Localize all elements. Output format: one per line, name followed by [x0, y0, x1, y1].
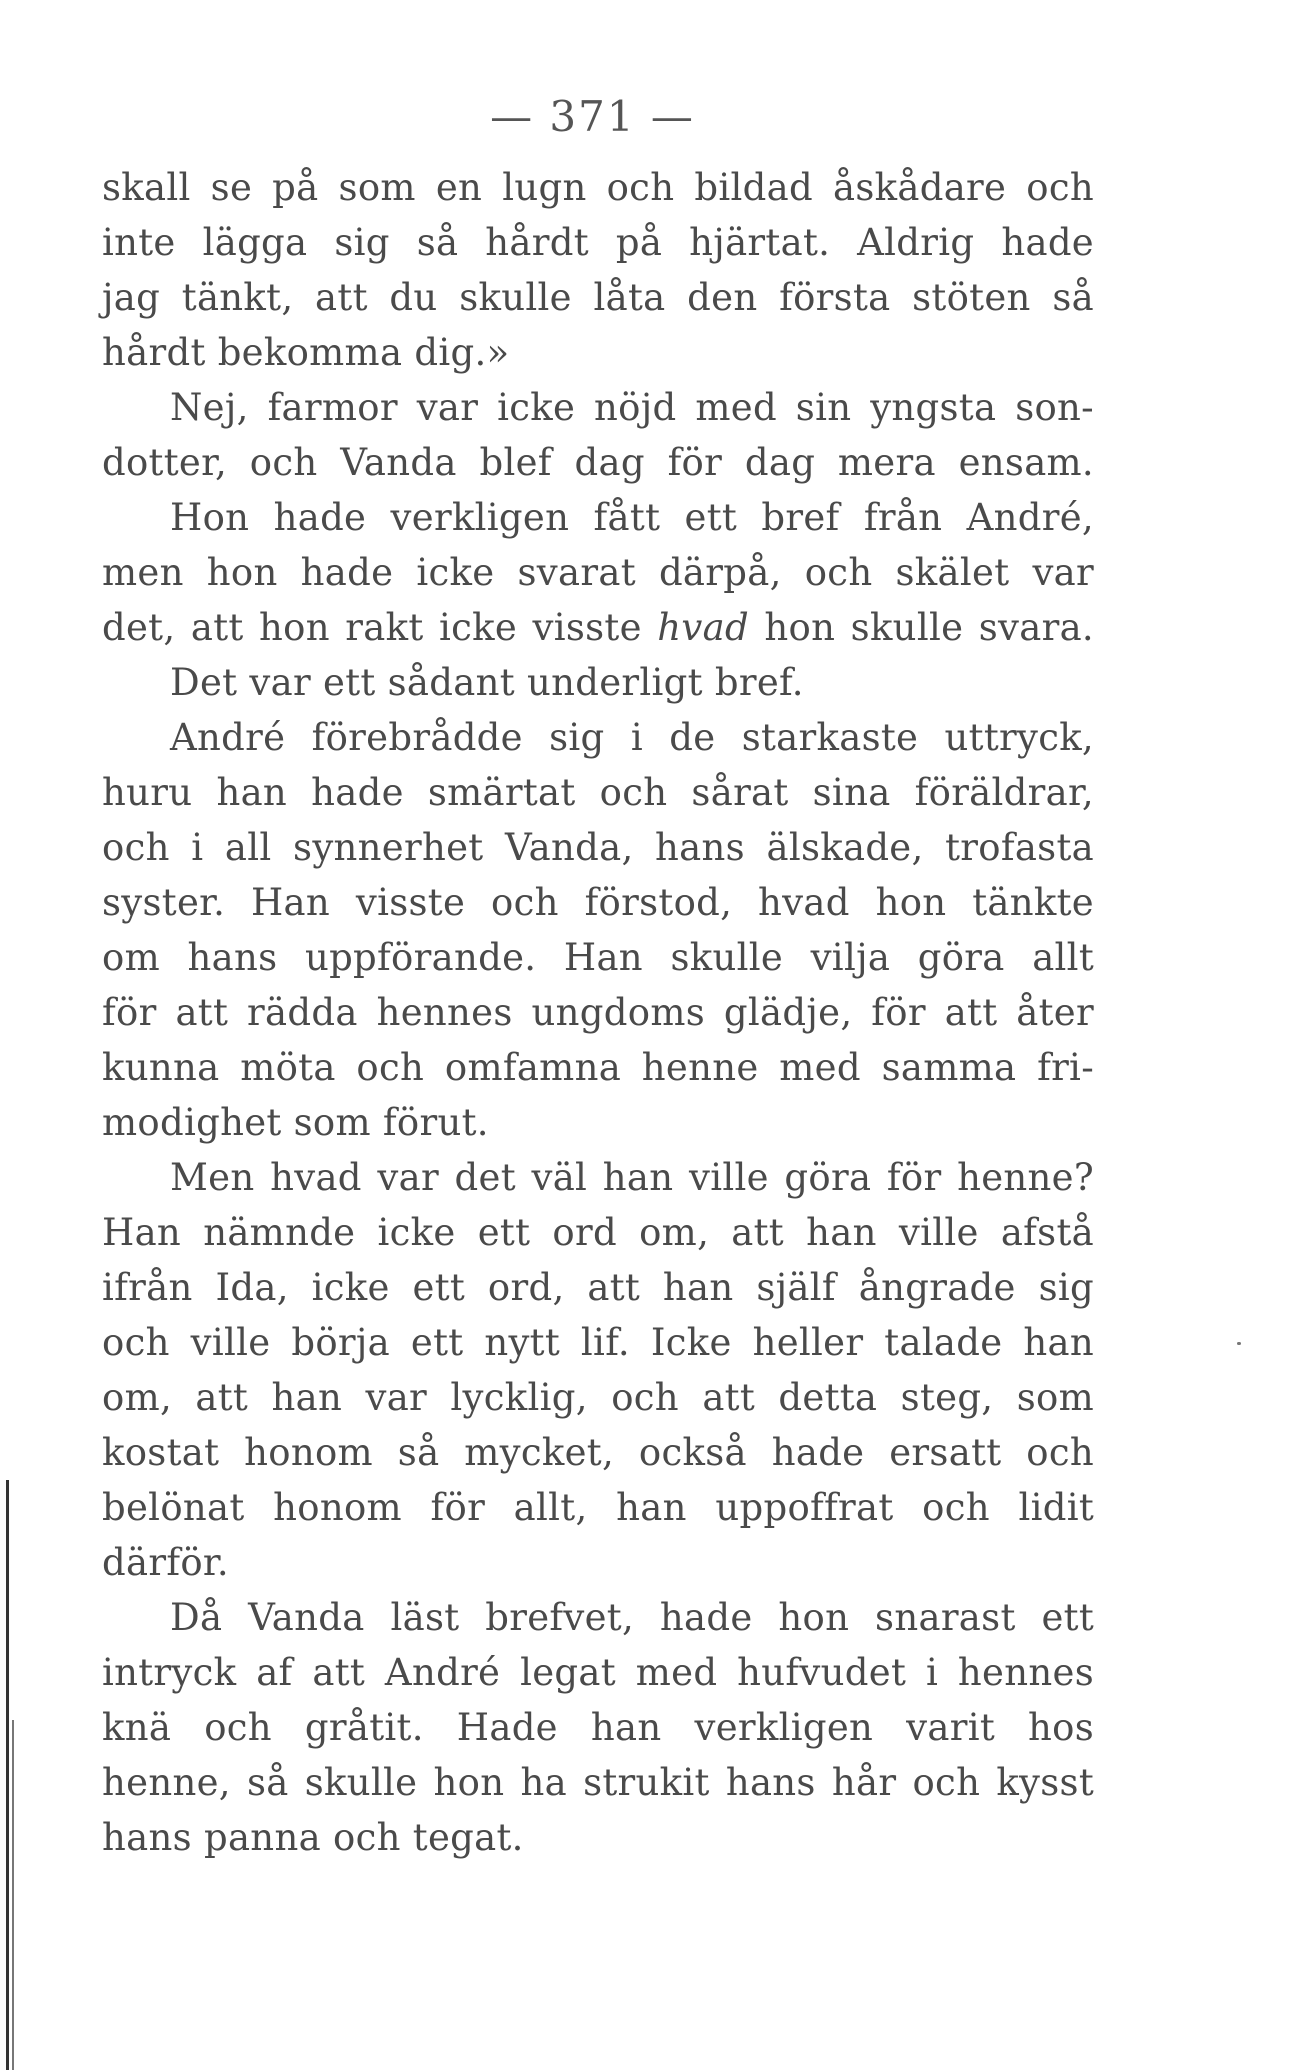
text-line: jag tänkt, att du skulle låta den första stöten så [102, 276, 1094, 319]
text-line: modighet som förut. [102, 1101, 489, 1144]
text-line: men hon hade icke svarat därpå, och skälet var [102, 551, 1094, 594]
text-line: belönat honom för allt, han uppoffrat och lidit [102, 1486, 1094, 1529]
paper-speck [1237, 1342, 1241, 1345]
text-line: André förebrådde sig i de starkaste uttryck, [170, 716, 1094, 759]
text-line: Det var ett sådant underligt bref. [170, 661, 804, 704]
text-line: kostat honom så mycket, också hade ersatt och [102, 1431, 1094, 1474]
text-line: kunna möta och omfamna henne med samma fri- [102, 1046, 1094, 1089]
text-segment: hon skulle svara. [764, 606, 1094, 649]
page-number: — 371 — [490, 92, 695, 141]
text-line: för att rädda hennes ungdoms glädje, för att åter [102, 991, 1094, 1034]
text-line: därför. [102, 1541, 229, 1584]
text-line: henne, så skulle hon ha strukit hans hår och kysst [102, 1761, 1094, 1804]
text-line: inte lägga sig så hårdt på hjärtat. Aldrig hade [102, 221, 1094, 264]
binding-edge [6, 1480, 9, 2070]
text-line-with-italic [102, 600, 1094, 655]
text-line: Han nämnde icke ett ord om, att han ville afstå [102, 1211, 1094, 1254]
binding-edge-shadow [12, 1720, 14, 2070]
text-line: knä och gråtit. Hade han verkligen varit hos [102, 1706, 1094, 1749]
text-line: ifrån Ida, icke ett ord, att han själf ångrade sig [102, 1266, 1094, 1309]
text-line: Men hvad var det väl han ville göra för henne? [170, 1156, 1094, 1199]
text-line: huru han hade smärtat och sårat sina föräldrar, [102, 771, 1094, 814]
text-line: om hans uppförande. Han skulle vilja göra allt [102, 936, 1094, 979]
text-line: Då Vanda läst brefvet, hade hon snarast ett [170, 1596, 1094, 1639]
text-line: Nej, farmor var icke nöjd med sin yngsta son- [170, 386, 1094, 429]
italic-word: hvad [657, 606, 749, 649]
text-line: hårdt bekomma dig.» [102, 331, 510, 374]
text-line: dotter, och Vanda blef dag för dag mera ensam. [102, 441, 1094, 484]
text-line: och i all synnerhet Vanda, hans älskade, trofasta [102, 826, 1094, 869]
text-line: hans panna och tegat. [102, 1816, 524, 1859]
body-text [102, 160, 1094, 1865]
text-line: om, att han var lycklig, och att detta steg, som [102, 1376, 1094, 1419]
text-line: Hon hade verkligen fått ett bref från André, [170, 496, 1094, 539]
text-segment: det, att hon rakt icke visste [102, 606, 642, 649]
text-line: intryck af att André legat med hufvudet i hennes [102, 1651, 1094, 1694]
text-line: skall se på som en lugn och bildad åskådare och [102, 166, 1094, 209]
text-line: syster. Han visste och förstod, hvad hon tänkte [102, 881, 1094, 924]
text-line: och ville börja ett nytt lif. Icke heller talade han [102, 1321, 1094, 1364]
